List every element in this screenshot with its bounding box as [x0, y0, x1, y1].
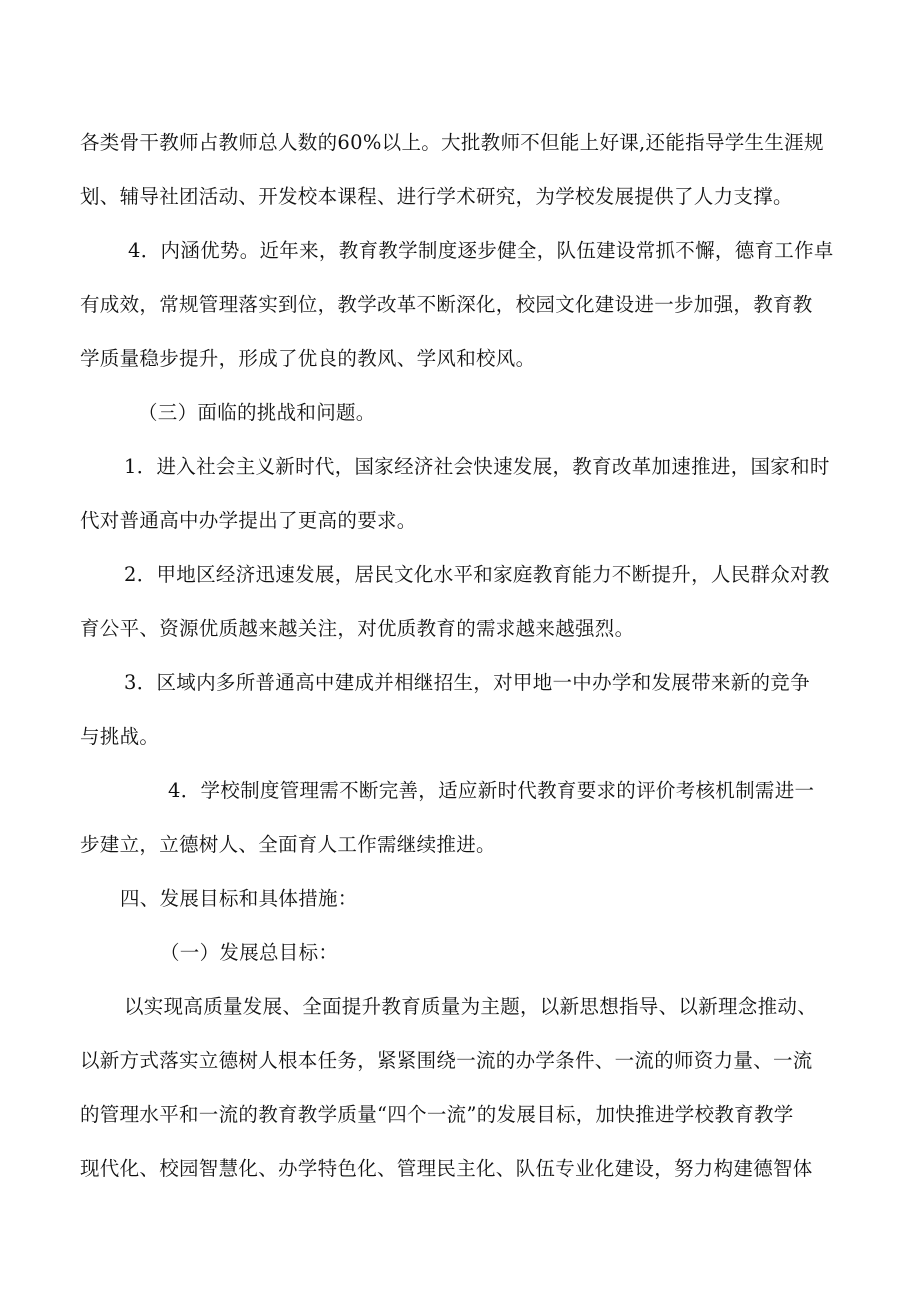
text-line: 有成效，常规管理落实到位，教学改革不断深化，校园文化建设进一步加强，教育教 [80, 293, 813, 316]
text-line: 步建立，立德树人、全面育人工作需继续推进。 [80, 833, 496, 856]
text-line: （一）发展总目标： [160, 941, 339, 964]
text-line: 4．学校制度管理需不断完善，适应新时代教育要求的评价考核机制需进一 [168, 779, 815, 802]
paragraph-challenge-3 [80, 656, 825, 764]
text-line: 四、发展目标和具体措施： [120, 887, 358, 910]
text-line: 与挑战。 [80, 725, 160, 748]
text-line: 现代化、校园智慧化、办学特色化、管理民主化、队伍专业化建设，努力构建德智体 [80, 1157, 813, 1180]
text-line: 的管理水平和一流的教育教学质量“四个一流”的发展目标，加快推进学校教育教学 [80, 1103, 794, 1126]
paragraph-overall-goal [80, 980, 825, 1196]
paragraph-challenge-4 [80, 764, 825, 872]
paragraph-challenge-2 [80, 548, 830, 656]
text-line: 划、辅导社团活动、开发校本课程、进行学术研究，为学校发展提供了人力支撑。 [80, 185, 793, 208]
heading-goals-measures [80, 872, 825, 926]
text-line: （三）面临的挑战和问题。 [138, 401, 376, 424]
paragraph-connotation-advantage [80, 224, 834, 386]
paragraph-teacher-strength [80, 116, 825, 224]
text-line: 代对普通高中办学提出了更高的要求。 [80, 509, 417, 532]
document-page [80, 116, 834, 1196]
text-line: 2．甲地区经济迅速发展，居民文化水平和家庭教育能力不断提升，人民群众对教 [124, 563, 830, 586]
text-line: 1．进入社会主义新时代，国家经济社会快速发展，教育改革加速推进，国家和时 [124, 455, 830, 478]
heading-challenges [80, 386, 825, 440]
text-line: 4．内涵优势。近年来，教育教学制度逐步健全，队伍建设常抓不懈，德育工作卓 [128, 239, 834, 262]
text-line: 育公平、资源优质越来越关注，对优质教育的需求越来越强烈。 [80, 617, 635, 640]
text-line: 以新方式落实立德树人根本任务，紧紧围绕一流的办学条件、一流的师资力量、一流 [80, 1049, 813, 1072]
text-line: 各类骨干教师占教师总人数的60%以上。大批教师不但能上好课,还能指导学生生涯规 [80, 131, 824, 154]
heading-overall-goal [80, 926, 825, 980]
text-line: 学质量稳步提升，形成了优良的教风、学风和校风。 [80, 347, 536, 370]
text-line: 以实现高质量发展、全面提升教育质量为主题，以新思想指导、以新理念推动、 [124, 995, 818, 1018]
paragraph-challenge-1 [80, 440, 830, 548]
text-line: 3．区域内多所普通高中建成并相继招生，对甲地一中办学和发展带来新的竞争 [124, 671, 810, 694]
